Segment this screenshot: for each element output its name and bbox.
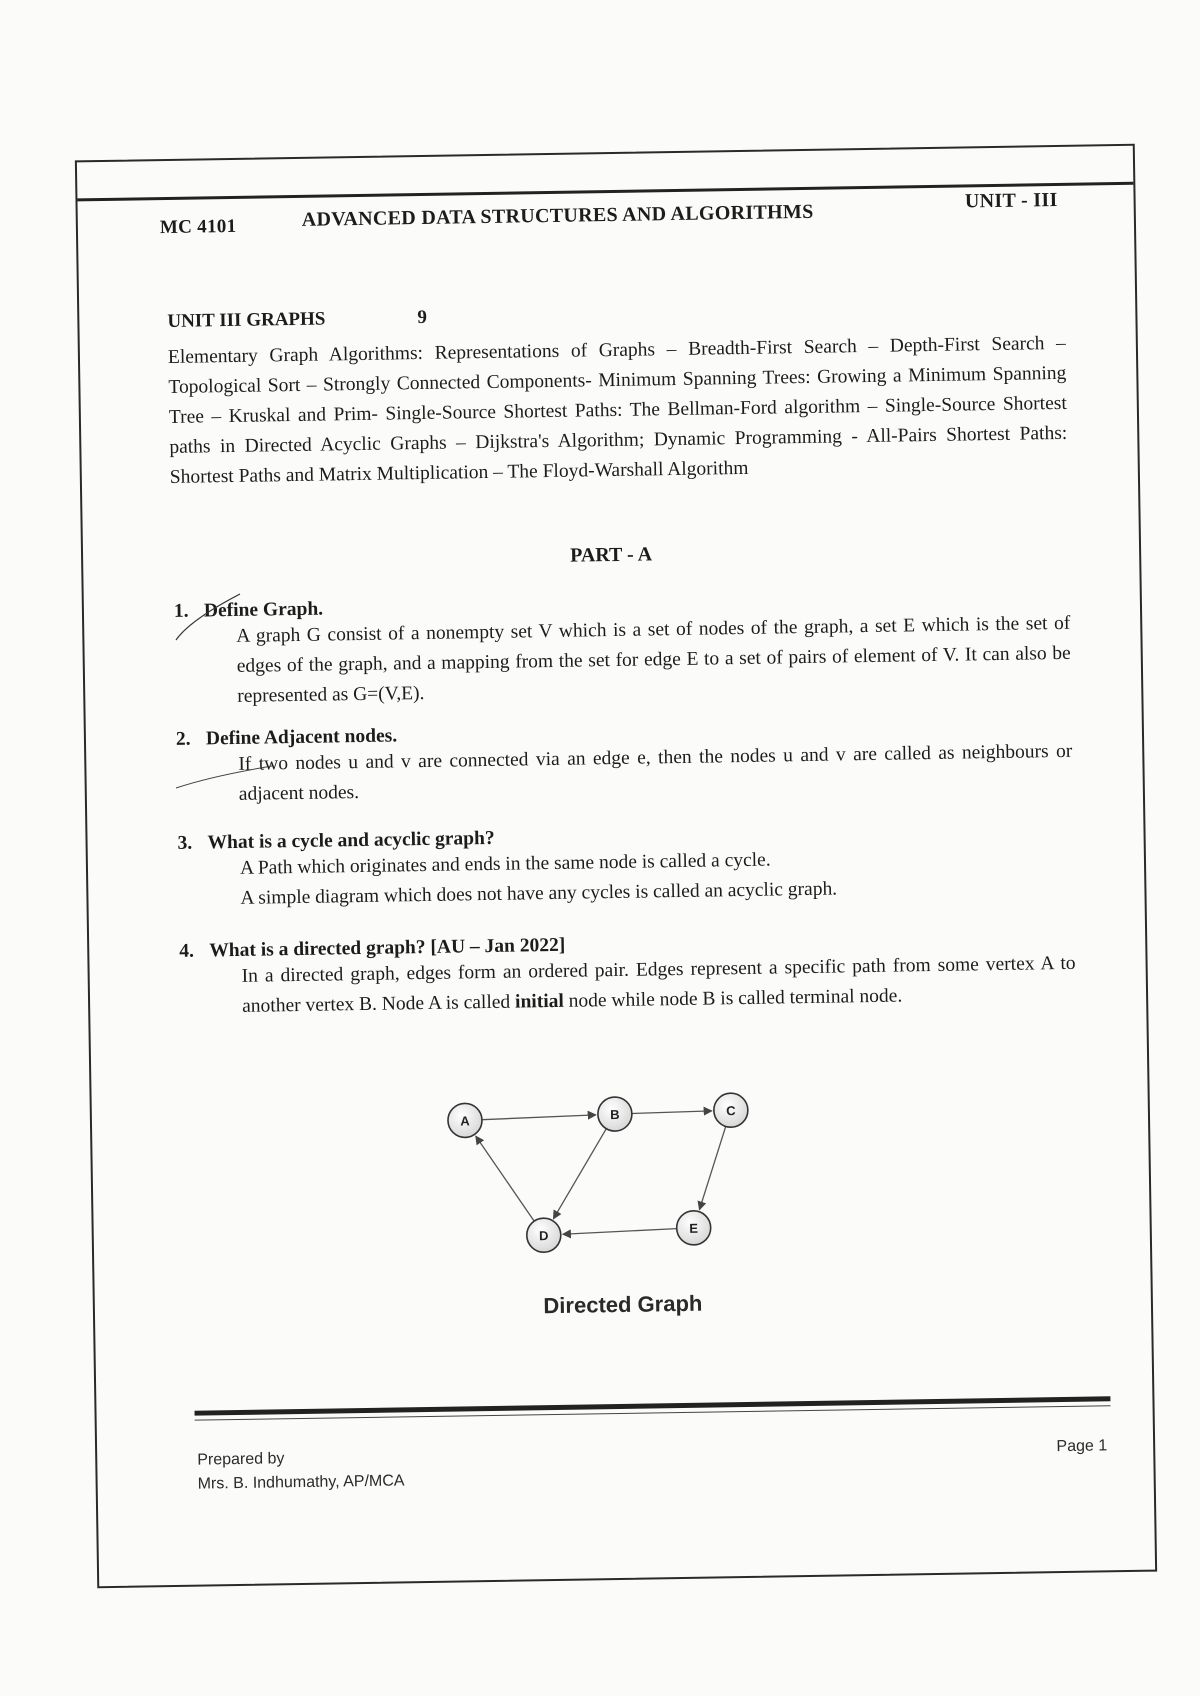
unit-title: [167, 297, 1065, 333]
edge-D-to-A: [476, 1135, 534, 1222]
author-name: Mrs. B. Indhumathy, AP/MCA: [197, 1472, 405, 1493]
node-label-C: C: [726, 1103, 736, 1119]
graph-nodes: [448, 1093, 750, 1254]
unit-hours: 9: [417, 306, 428, 329]
question-1-text: Define Graph.: [203, 598, 324, 622]
course-title: ADVANCED DATA STRUCTURES AND ALGORITHMS: [301, 200, 814, 231]
question-3-text: What is a cycle and acyclic graph?: [207, 827, 495, 854]
answer-text: node while node B is called terminal node.: [563, 985, 903, 1012]
question-1: [174, 587, 1072, 713]
directed-graph-svg: [436, 1071, 800, 1307]
question-4: [179, 927, 1076, 1023]
question-3: [177, 819, 1074, 915]
answer-text: In a directed graph, edges form an ordered pair. Edges represent a specific path from some vertex A to another vertex B. Node A is called: [241, 952, 1076, 1017]
document-page: [75, 144, 1157, 1588]
diagram-caption: Directed Graph: [543, 1290, 703, 1319]
answer-line: A graph G consist of a nonempty set V which is a set of nodes of the graph, a set E which is the set of edges of the graph, and a mapping from the set for edge E to a set of pairs of element of V. It can also be represented as G=(V,E).: [236, 612, 1071, 707]
question-2-answer: [238, 737, 1073, 810]
prepared-by-label: Prepared by: [197, 1450, 285, 1469]
question-2: [176, 715, 1073, 811]
answer-line: A simple diagram which does not have any cycles is called an acyclic graph.: [240, 878, 838, 909]
pen-tick-mark-2: [172, 762, 282, 792]
edge-C-to-E: [698, 1126, 727, 1209]
directed-graph-diagram: [436, 1071, 800, 1307]
pen-tick-mark-1: [170, 590, 250, 650]
edge-A-to-B: [482, 1115, 596, 1120]
question-4-number: 4.: [179, 940, 195, 962]
answer-bold-term: initial: [514, 990, 564, 1013]
part-title: PART - A: [569, 543, 653, 567]
unit-label: UNIT - III: [964, 188, 1058, 213]
question-2-number: 2.: [175, 728, 191, 750]
node-label-D: D: [538, 1228, 549, 1244]
node-label-A: A: [460, 1113, 470, 1129]
syllabus-text: Elementary Graph Algorithms: Representations of Graphs – Breadth-First Search – Depth-First Search – Topological Sort – Strongly Connected Components- Minimum Spanning Trees: Growing a Minimum Spanning Tree – Kruskal and Prim- Single-Source Shortest Paths: The Bellman-Ford algorithm – Single-Source Shortest paths in Directed Acyclic Graphs – Dijkstra's Algorithm; Dynamic Programming - All-Pairs Shortest Paths: Shortest Paths and Matrix Multiplication – The Floyd-Warshall Algorithm: [167, 332, 1068, 488]
question-3-answer: [240, 841, 1075, 914]
question-3-number: 3.: [177, 832, 193, 854]
question-1-number: 1.: [173, 600, 189, 622]
question-1-answer: [236, 609, 1071, 712]
answer-line: If two nodes u and v are connected via an edge e, then the nodes u and v are called as neighbours or adjacent nodes.: [238, 740, 1073, 805]
question-2-text: Define Adjacent nodes.: [205, 725, 398, 750]
unit-syllabus-block: [167, 297, 1068, 493]
course-code: MC 4101: [159, 215, 237, 239]
edge-B-to-D: [552, 1129, 608, 1219]
answer-line: [241, 949, 1076, 1022]
edge-B-to-C: [632, 1111, 712, 1114]
edge-E-to-D: [563, 1229, 677, 1235]
answer-line: A Path which originates and ends in the same node is called a cycle.: [239, 849, 771, 879]
question-4-answer: [241, 949, 1076, 1022]
node-label-B: B: [610, 1106, 620, 1123]
page-number: Page 1: [1056, 1437, 1108, 1456]
page-footer: [197, 1434, 1108, 1496]
question-4-text: What is a directed graph? [AU – Jan 2022]: [209, 934, 566, 962]
node-label-E: E: [689, 1220, 699, 1236]
unit-title-text: UNIT III GRAPHS: [167, 308, 326, 332]
